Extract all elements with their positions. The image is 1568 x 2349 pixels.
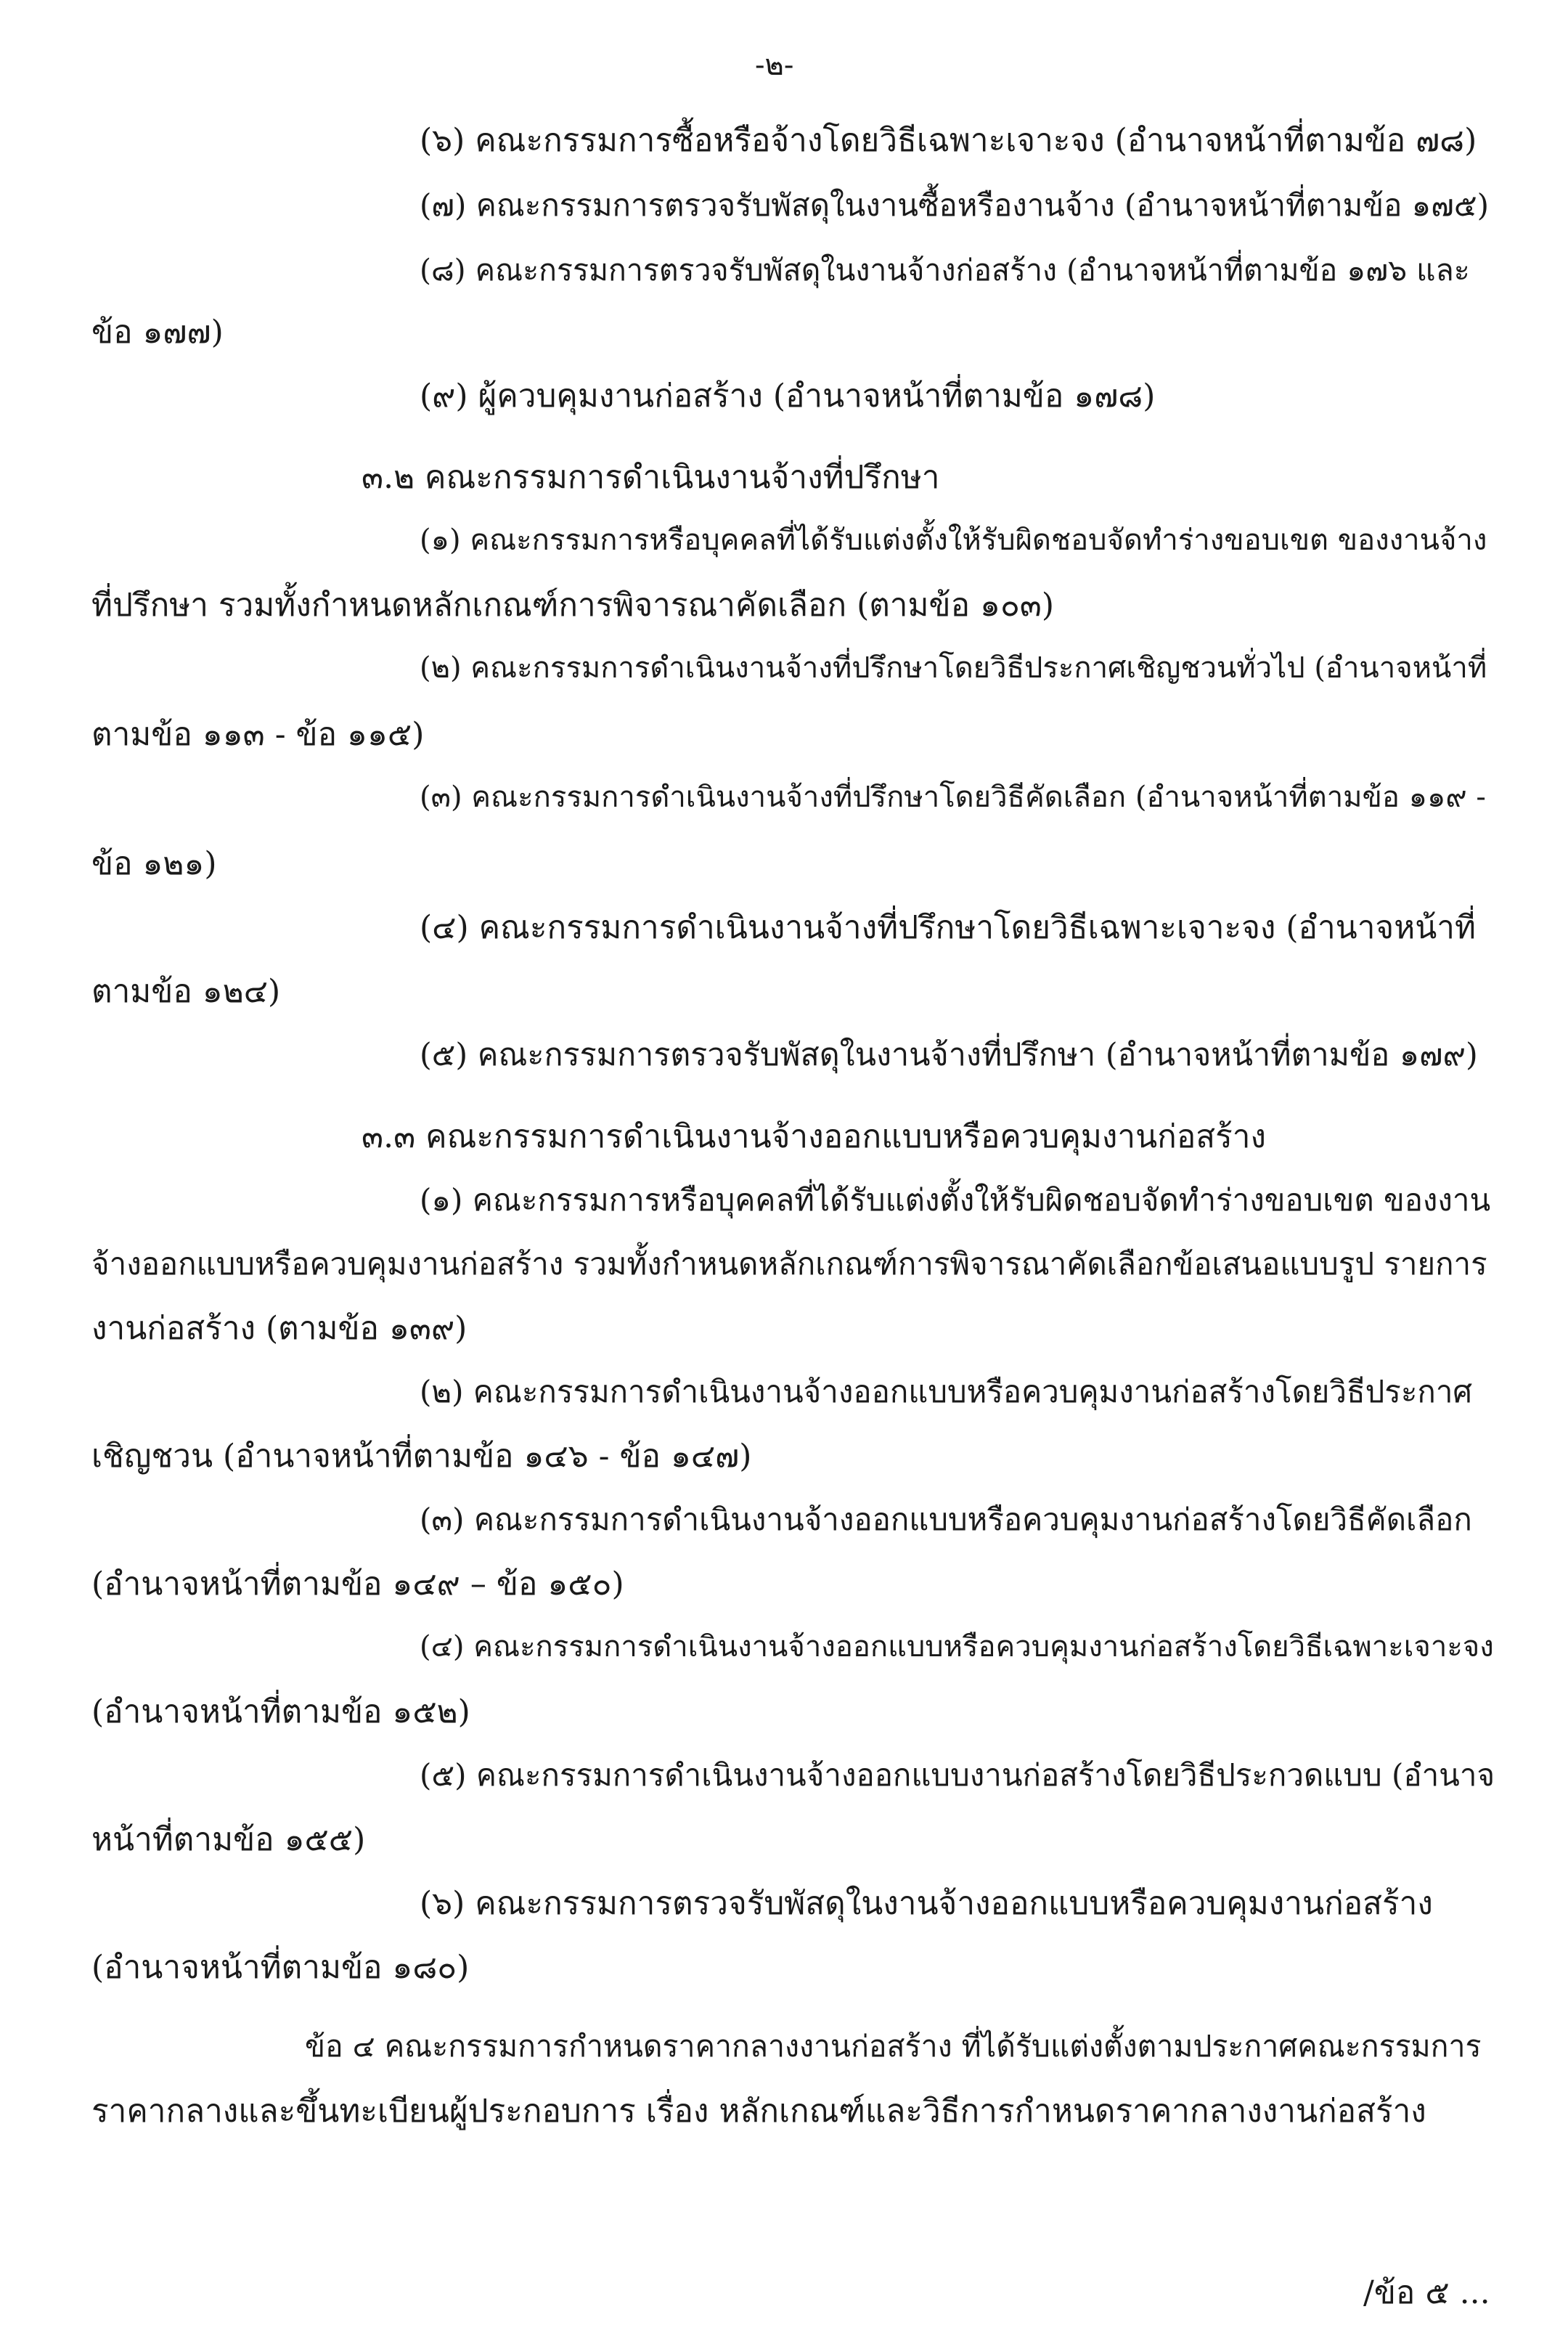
section-3-3-item-1-cont-b: งานก่อสร้าง (ตามข้อ ๑๓๙)	[91, 1310, 467, 1347]
section-3-3-item-1-cont-a: จ้างออกแบบหรือควบคุมงานก่อสร้าง รวมทั้งกำหนดหลักเกณฑ์การพิจารณาคัดเลือกข้อเสนอแบบรูป รายการ	[91, 1246, 1487, 1282]
page-number: -๒-	[755, 49, 794, 82]
section-3-3-item-4-cont: (อำนาจหน้าที่ตามข้อ ๑๕๒)	[91, 1693, 470, 1730]
section-3-2-item-4-cont: ตามข้อ ๑๒๔)	[91, 973, 281, 1010]
item-9-construction-supervisor: (๙) ผู้ควบคุมงานก่อสร้าง (อำนาจหน้าที่ตามข้อ ๑๗๘)	[420, 378, 1156, 415]
section-3-3-item-2-cont: เชิญชวน (อำนาจหน้าที่ตามข้อ ๑๔๖ - ข้อ ๑๔๗)	[91, 1438, 752, 1475]
section-3-2-item-2-cont: ตามข้อ ๑๑๓ - ข้อ ๑๑๕)	[91, 716, 425, 753]
section-3-3-item-3: (๓) คณะกรรมการดำเนินงานจ้างออกแบบหรือควบคุมงานก่อสร้างโดยวิธีคัดเลือก	[420, 1502, 1472, 1537]
section-3-2-heading: ๓.๒ คณะกรรมการดำเนินงานจ้างที่ปรึกษา	[362, 459, 940, 496]
item-6-procurement-committee: (๖) คณะกรรมการซื้อหรือจ้างโดยวิธีเฉพาะเจาะจง (อำนาจหน้าที่ตามข้อ ๗๘)	[420, 122, 1477, 159]
section-3-3-item-6: (๖) คณะกรรมการตรวจรับพัสดุในงานจ้างออกแบบหรือควบคุมงานก่อสร้าง	[420, 1885, 1433, 1922]
section-3-2-item-4: (๔) คณะกรรมการดำเนินงานจ้างที่ปรึกษาโดยวิธีเฉพาะเจาะจง (อำนาจหน้าที่	[420, 909, 1477, 946]
clause-4-paragraph: ข้อ ๔ คณะกรรมการกำหนดราคากลางงานก่อสร้าง ที่ได้รับแต่งตั้งตามประกาศคณะกรรมการ	[305, 2029, 1482, 2064]
item-8-continuation: ข้อ ๑๗๗)	[91, 314, 224, 351]
section-3-2-item-3-cont: ข้อ ๑๒๑)	[91, 845, 217, 882]
section-3-2-item-1-cont: ที่ปรึกษา รวมทั้งกำหนดหลักเกณฑ์การพิจารณาคัดเลือก (ตามข้อ ๑๐๓)	[91, 587, 1055, 624]
section-3-2-item-1: (๑) คณะกรรมการหรือบุคคลที่ได้รับแต่งตั้งให้รับผิดชอบจัดทำร่างขอบเขต ของงานจ้าง	[420, 524, 1487, 557]
section-3-2-item-3: (๓) คณะกรรมการดำเนินงานจ้างที่ปรึกษาโดยวิธีคัดเลือก (อำนาจหน้าที่ตามข้อ ๑๑๙ -	[420, 781, 1486, 814]
item-7-inspection-committee: (๗) คณะกรรมการตรวจรับพัสดุในงานซื้อหรืองานจ้าง (อำนาจหน้าที่ตามข้อ ๑๗๕)	[420, 187, 1490, 223]
section-3-3-item-3-cont: (อำนาจหน้าที่ตามข้อ ๑๔๙ – ข้อ ๑๕๐)	[91, 1566, 624, 1603]
section-3-2-item-2: (๒) คณะกรรมการดำเนินงานจ้างที่ปรึกษาโดยวิธีประกาศเชิญชวนทั่วไป (อำนาจหน้าที่	[420, 651, 1487, 685]
section-3-2-item-5: (๕) คณะกรรมการตรวจรับพัสดุในงานจ้างที่ปรึกษา (อำนาจหน้าที่ตามข้อ ๑๗๙)	[420, 1037, 1478, 1073]
continuation-marker: /ข้อ ๕ ...	[1363, 2274, 1490, 2311]
section-3-3-item-2: (๒) คณะกรรมการดำเนินงานจ้างออกแบบหรือควบคุมงานก่อสร้างโดยวิธีประกาศ	[420, 1374, 1473, 1409]
item-8-construction-inspection: (๘) คณะกรรมการตรวจรับพัสดุในงานจ้างก่อสร้าง (อำนาจหน้าที่ตามข้อ ๑๗๖ และ	[420, 253, 1470, 288]
section-3-3-item-1: (๑) คณะกรรมการหรือบุคคลที่ได้รับแต่งตั้งให้รับผิดชอบจัดทำร่างขอบเขต ของงาน	[420, 1182, 1491, 1218]
section-3-3-item-5-cont: หน้าที่ตามข้อ ๑๕๕)	[91, 1821, 366, 1858]
clause-4-paragraph-cont: ราคากลางและขึ้นทะเบียนผู้ประกอบการ เรื่อง หลักเกณฑ์และวิธีการกำหนดราคากลางงานก่อสร้าง	[91, 2093, 1426, 2130]
section-3-3-heading: ๓.๓ คณะกรรมการดำเนินงานจ้างออกแบบหรือควบคุมงานก่อสร้าง	[362, 1118, 1266, 1155]
section-3-3-item-5: (๕) คณะกรรมการดำเนินงานจ้างออกแบบงานก่อสร้างโดยวิธีประกวดแบบ (อำนาจ	[420, 1757, 1495, 1793]
section-3-3-item-6-cont: (อำนาจหน้าที่ตามข้อ ๑๘๐)	[91, 1949, 470, 1986]
section-3-3-item-4: (๔) คณะกรรมการดำเนินงานจ้างออกแบบหรือควบคุมงานก่อสร้างโดยวิธีเฉพาะเจาะจง	[420, 1630, 1494, 1664]
